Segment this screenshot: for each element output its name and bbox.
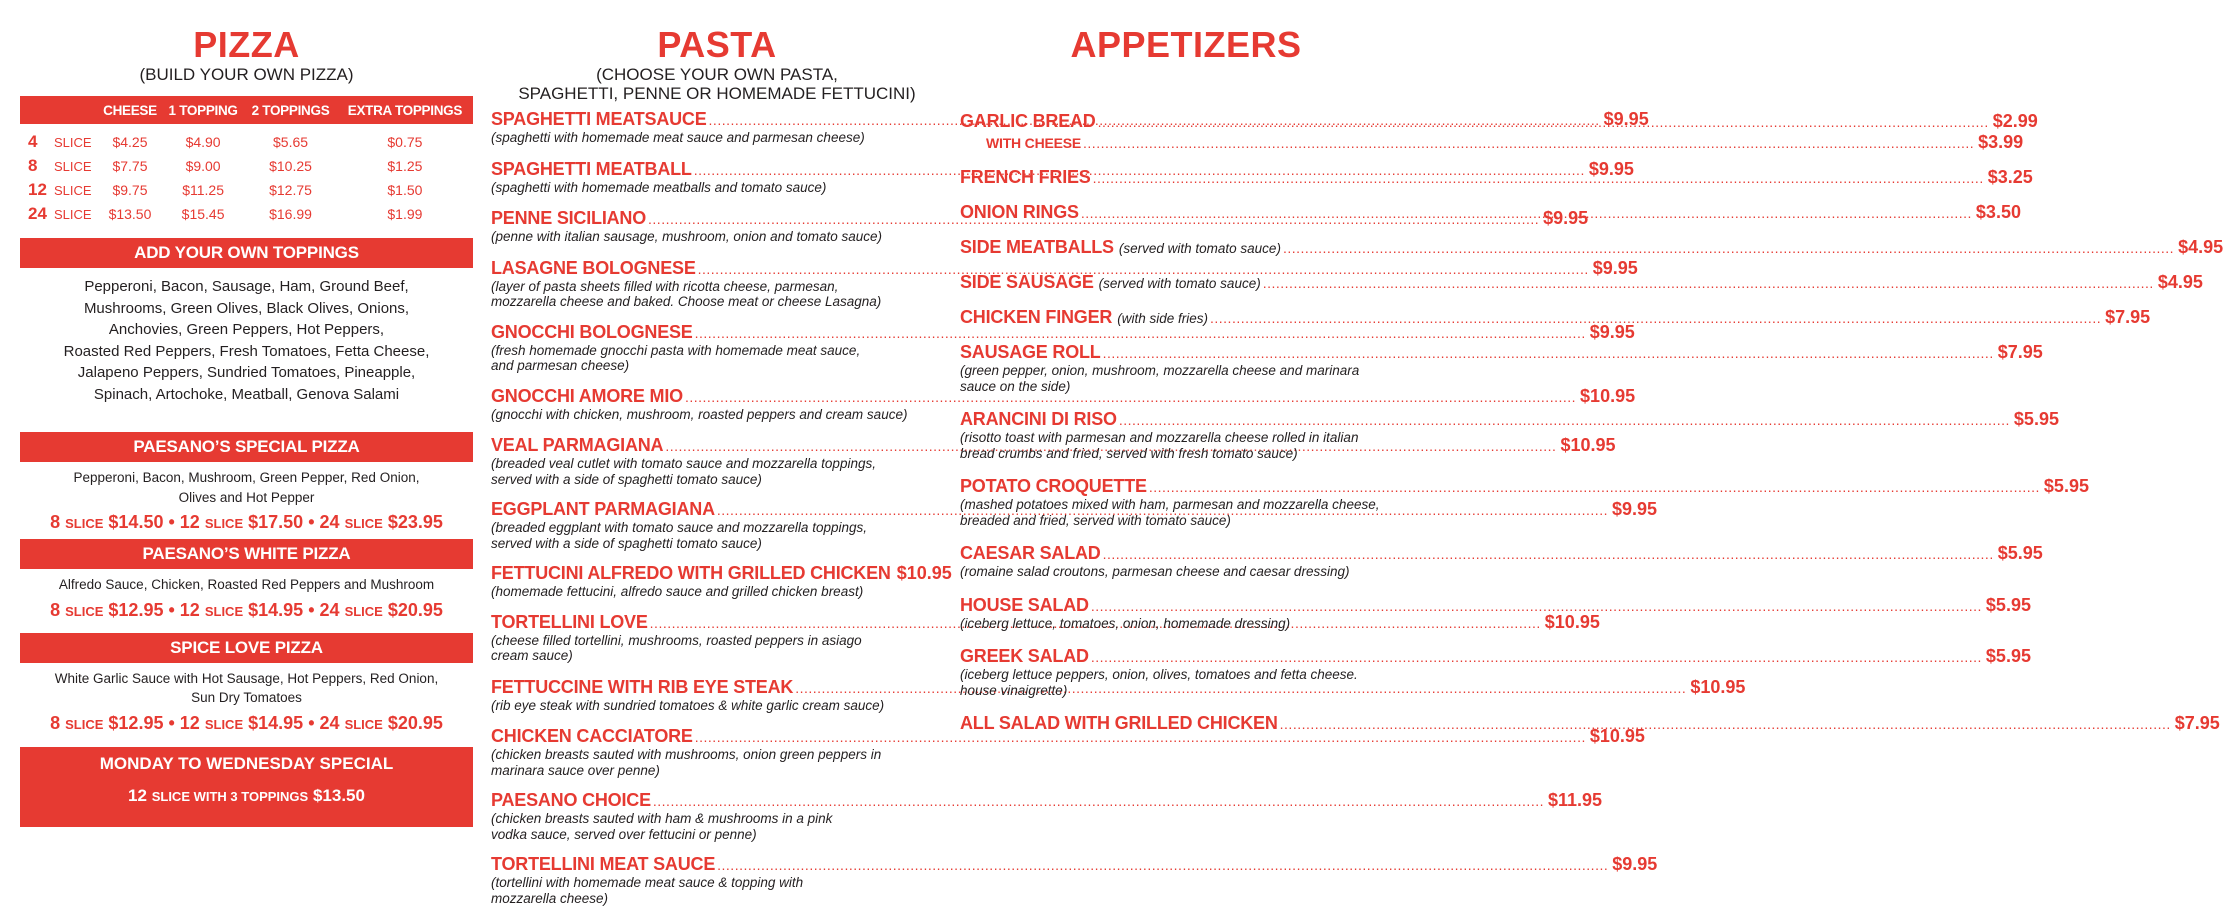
price-cell: $4.90 bbox=[162, 124, 244, 154]
menu-item bbox=[491, 726, 943, 778]
menu-item-line bbox=[960, 202, 1412, 223]
menu-item-price: $5.95 bbox=[1986, 595, 2031, 616]
menu-item bbox=[491, 386, 943, 423]
size-unit: SLICE bbox=[345, 717, 383, 732]
menu-item bbox=[960, 237, 1412, 258]
menu-item bbox=[491, 499, 943, 551]
pasta-subtitle-1: (CHOOSE YOUR OWN PASTA, bbox=[491, 65, 943, 84]
size-number: 12 bbox=[180, 600, 200, 620]
toppings-line: Pepperoni, Bacon, Sausage, Ham, Ground Beef, bbox=[50, 276, 443, 298]
dot-leader bbox=[1098, 114, 1989, 130]
toppings-line: Jalapeno Peppers, Sundried Tomatoes, Pineapple, bbox=[50, 362, 443, 384]
size-unit: SLICE bbox=[65, 604, 103, 619]
menu-item-line bbox=[491, 499, 943, 520]
menu-item-name: TORTELLINI MEAT SAUCE bbox=[491, 854, 715, 875]
menu-item-line bbox=[491, 790, 943, 811]
menu-item-name: GARLIC BREAD bbox=[960, 111, 1096, 132]
menu-item-line bbox=[960, 167, 1412, 188]
menu-item-price: $10.95 bbox=[1560, 435, 1615, 456]
dot-leader bbox=[653, 793, 1544, 809]
menu-item-name: FETTUCCINE WITH RIB EYE STEAK bbox=[491, 677, 793, 698]
price-cell: $1.50 bbox=[337, 178, 473, 202]
menu-item bbox=[960, 595, 1412, 632]
menu-item-line bbox=[491, 386, 943, 407]
menu-item-line bbox=[960, 111, 1412, 132]
menu-item bbox=[491, 435, 943, 487]
price-cell: $1.99 bbox=[337, 202, 473, 226]
menu-item-line bbox=[491, 612, 943, 633]
menu-item-line bbox=[491, 726, 943, 747]
price: $14.95 bbox=[248, 600, 303, 620]
menu-item bbox=[960, 307, 1412, 328]
menu-item-name: SPAGHETTI MEATBALL bbox=[491, 159, 692, 180]
price: $20.95 bbox=[388, 600, 443, 620]
menu-item-name: PENNE SICILIANO bbox=[491, 208, 646, 229]
menu-item-name: POTATO CROQUETTE bbox=[960, 476, 1147, 497]
menu-item-price: $10.95 bbox=[897, 563, 952, 584]
menu-item-price: $5.95 bbox=[1986, 646, 2031, 667]
menu-item-line bbox=[491, 208, 943, 229]
dot-leader bbox=[717, 857, 1608, 873]
size-unit: SLICE bbox=[54, 207, 92, 222]
pasta-subtitle-2: SPAGHETTI, PENNE OR HOMEMADE FETTUCINI) bbox=[491, 84, 943, 103]
size-number: 24 bbox=[320, 713, 340, 733]
menu-item-price: $7.95 bbox=[2105, 307, 2150, 328]
menu-item-description: served with a side of spaghetti tomato sauce) bbox=[491, 472, 943, 488]
price-cell: $0.75 bbox=[337, 124, 473, 154]
menu-item-price: $9.95 bbox=[1604, 109, 1649, 130]
menu-item-line bbox=[491, 322, 943, 343]
menu-item-name: ARANCINI DI RISO bbox=[960, 409, 1117, 430]
monday-special-box bbox=[20, 747, 473, 827]
size-unit: SLICE bbox=[205, 604, 243, 619]
pizza-title: PIZZA bbox=[20, 25, 473, 65]
dot-leader bbox=[1103, 345, 1994, 361]
table-row bbox=[20, 124, 473, 154]
toppings-line: Mushrooms, Green Olives, Black Olives, Onions, bbox=[50, 298, 443, 320]
size-number: 4 bbox=[28, 132, 54, 152]
menu-item-price: $4.95 bbox=[2158, 272, 2203, 293]
menu-item-line bbox=[491, 258, 943, 279]
dot-leader bbox=[1091, 649, 1982, 665]
menu-item-line bbox=[960, 476, 1412, 497]
size-number: 12 bbox=[180, 713, 200, 733]
menu-item-description: (gnocchi with chicken, mushroom, roasted peppers and cream sauce) bbox=[491, 407, 943, 423]
size-number: 12 bbox=[28, 180, 54, 200]
description-line: White Garlic Sauce with Hot Sausage, Hot Peppers, Red Onion, bbox=[50, 669, 443, 689]
menu-item bbox=[960, 476, 1412, 528]
menu-item-description: (green pepper, onion, mushroom, mozzarella cheese and marinara bbox=[960, 363, 1412, 379]
size-number: 8 bbox=[50, 713, 60, 733]
menu-item-name: CAESAR SALAD bbox=[960, 543, 1101, 564]
special-pizza-header: PAESANO’S SPECIAL PIZZA bbox=[20, 432, 473, 462]
menu-item-description: served with a side of spaghetti tomato sauce) bbox=[491, 536, 943, 552]
menu-item-price: $5.95 bbox=[1998, 543, 2043, 564]
menu-item-description: (chicken breasts sauted with mushrooms, onion green peppers in bbox=[491, 747, 943, 763]
menu-item-line bbox=[960, 713, 1412, 734]
menu-item-description: house vinaigrette) bbox=[960, 683, 1412, 699]
special-pizza-prices: 8 SLICE $12.95 • 12 SLICE $14.95 • 24 SLICE $20.95 bbox=[20, 597, 473, 625]
menu-item-price: $9.95 bbox=[1593, 258, 1638, 279]
special-pizza-description bbox=[20, 663, 473, 708]
menu-item-price: $10.95 bbox=[1545, 612, 1600, 633]
menu-item-description: marinara sauce over penne) bbox=[491, 763, 943, 779]
price-cell: $10.25 bbox=[244, 154, 337, 178]
menu-item-price: $5.95 bbox=[2014, 409, 2059, 430]
menu-item-line bbox=[960, 272, 1412, 293]
price-cell: $12.75 bbox=[244, 178, 337, 202]
menu-item-line bbox=[491, 435, 943, 456]
menu-item bbox=[960, 646, 1412, 698]
menu-item-description: (romaine salad croutons, parmesan cheese and caesar dressing) bbox=[960, 564, 1412, 580]
menu-item-description: mozzarella cheese and baked. Choose meat or cheese Lasagna) bbox=[491, 294, 943, 310]
price-cell: $16.99 bbox=[244, 202, 337, 226]
col-header-2-toppings: 2 TOPPINGS bbox=[244, 96, 337, 124]
menu-item-name: SPAGHETTI MEATSAUCE bbox=[491, 109, 707, 130]
menu-item-name: ALL SALAD WITH GRILLED CHICKEN bbox=[960, 713, 1278, 734]
menu-item-line bbox=[960, 237, 1412, 258]
menu-item-description: (layer of pasta sheets filled with ricotta cheese, parmesan, bbox=[491, 279, 943, 295]
pasta-column bbox=[491, 0, 943, 906]
menu-item bbox=[960, 167, 1412, 188]
dot-leader bbox=[1119, 412, 2010, 428]
pizza-subtitle: (BUILD YOUR OWN PIZZA) bbox=[20, 65, 473, 84]
menu-item-name: HOUSE SALAD bbox=[960, 595, 1089, 616]
menu-item-note: (served with tomato sauce) bbox=[1099, 276, 1261, 291]
menu-item-description: (cheese filled tortellini, mushrooms, roasted peppers in asiago bbox=[491, 633, 943, 649]
menu-item-price: $7.95 bbox=[2175, 713, 2220, 734]
monday-special-title: MONDAY TO WEDNESDAY SPECIAL bbox=[20, 753, 473, 775]
size-cell bbox=[20, 178, 98, 202]
price: $23.95 bbox=[388, 512, 443, 532]
menu-item-name: CHICKEN CACCIATORE bbox=[491, 726, 693, 747]
price-cell: $9.75 bbox=[98, 178, 162, 202]
menu-item-description: (tortellini with homemade meat sauce & topping with bbox=[491, 875, 943, 891]
table-row bbox=[20, 202, 473, 226]
dot-leader bbox=[1083, 135, 1974, 151]
size-cell bbox=[20, 154, 98, 178]
appetizers-title: APPETIZERS bbox=[960, 25, 1412, 65]
menu-item bbox=[491, 258, 943, 310]
price-cell: $11.25 bbox=[162, 178, 244, 202]
price-cell: $9.00 bbox=[162, 154, 244, 178]
size-unit: SLICE bbox=[54, 159, 92, 174]
menu-item-name: GNOCCHI AMORE MIO bbox=[491, 386, 683, 407]
description-line: Olives and Hot Pepper bbox=[50, 488, 443, 508]
menu-item-name: GREEK SALAD bbox=[960, 646, 1089, 667]
dot-leader bbox=[1210, 310, 2101, 326]
price-cell: $4.25 bbox=[98, 124, 162, 154]
menu-item-line bbox=[960, 595, 1412, 616]
size-number: 8 bbox=[28, 156, 54, 176]
menu-item-name: VEAL PARMAGIANA bbox=[491, 435, 663, 456]
size-number: 12 bbox=[180, 512, 200, 532]
col-header-1-topping: 1 TOPPING bbox=[162, 96, 244, 124]
menu-item-name: LASAGNE BOLOGNESE bbox=[491, 258, 696, 279]
menu-item-name: ONION RINGS bbox=[960, 202, 1079, 223]
price: $17.50 bbox=[248, 512, 303, 532]
menu-item-price: $9.95 bbox=[1590, 322, 1635, 343]
menu-item-line bbox=[491, 109, 943, 130]
pizza-price-table bbox=[20, 96, 473, 226]
menu-item-price: $9.95 bbox=[1612, 499, 1657, 520]
menu-item-description: (risotto toast with parmesan and mozzarella cheese rolled in italian bbox=[960, 430, 1412, 446]
menu-item-line bbox=[960, 132, 1412, 153]
pasta-items bbox=[491, 109, 943, 906]
menu-item-description: breaded and fried, served with tomato sauce) bbox=[960, 513, 1412, 529]
dot-leader bbox=[1283, 240, 2174, 256]
special-pizza-prices: 8 SLICE $12.95 • 12 SLICE $14.95 • 24 SLICE $20.95 bbox=[20, 710, 473, 738]
size-unit: SLICE bbox=[205, 516, 243, 531]
menu-item-description: (fresh homemade gnocchi pasta with homemade meat sauce, bbox=[491, 343, 943, 359]
menu-item-name: CHICKEN FINGER bbox=[960, 307, 1112, 328]
size-cell bbox=[20, 202, 98, 226]
menu-item bbox=[960, 111, 1412, 132]
description-line: Alfredo Sauce, Chicken, Roasted Red Peppers and Mushroom bbox=[50, 575, 443, 595]
monday-special-size: 12 bbox=[128, 786, 147, 805]
dot-leader bbox=[1093, 170, 1984, 186]
size-unit: SLICE bbox=[54, 135, 92, 150]
col-header-size bbox=[20, 96, 98, 124]
size-number: 24 bbox=[28, 204, 54, 224]
menu-item-price: $4.95 bbox=[2178, 237, 2223, 258]
menu-item bbox=[960, 713, 1412, 734]
price: $12.95 bbox=[108, 713, 163, 733]
menu-item-price: $10.95 bbox=[1590, 726, 1645, 747]
menu-item-name: WITH CHEESE bbox=[986, 135, 1081, 151]
menu-item-description: sauce on the side) bbox=[960, 379, 1412, 395]
menu-item-name: EGGPLANT PARMAGIANA bbox=[491, 499, 715, 520]
price: $12.95 bbox=[108, 600, 163, 620]
price: $14.50 bbox=[108, 512, 163, 532]
menu-item-line bbox=[960, 342, 1412, 363]
col-header-cheese: CHEESE bbox=[98, 96, 162, 124]
menu-item bbox=[491, 854, 943, 906]
menu-item-price: $3.50 bbox=[1976, 202, 2021, 223]
size-number: 24 bbox=[320, 600, 340, 620]
toppings-line: Spinach, Artochoke, Meatball, Genova Salami bbox=[50, 384, 443, 406]
menu-item bbox=[491, 208, 943, 245]
dot-leader bbox=[1280, 716, 2171, 732]
size-number: 8 bbox=[50, 512, 60, 532]
menu-item-price: $9.95 bbox=[1589, 159, 1634, 180]
size-unit: SLICE bbox=[345, 516, 383, 531]
size-unit: SLICE bbox=[205, 717, 243, 732]
pasta-title: PASTA bbox=[491, 25, 943, 65]
price: $20.95 bbox=[388, 713, 443, 733]
menu-item-name: SIDE SAUSAGE bbox=[960, 272, 1094, 293]
menu-item-note: (served with tomato sauce) bbox=[1119, 241, 1281, 256]
description-line: Pepperoni, Bacon, Mushroom, Green Pepper, Red Onion, bbox=[50, 468, 443, 488]
dot-leader bbox=[1103, 546, 1994, 562]
size-cell bbox=[20, 124, 98, 154]
menu-item bbox=[491, 677, 943, 714]
table-row bbox=[20, 154, 473, 178]
menu-item-price: $10.95 bbox=[1580, 386, 1635, 407]
col-header-extra-toppings: EXTRA TOPPINGS bbox=[337, 96, 473, 124]
size-unit: SLICE bbox=[65, 516, 103, 531]
appetizer-items bbox=[960, 111, 1412, 734]
dot-leader bbox=[1091, 598, 1982, 614]
menu-item-name: PAESANO CHOICE bbox=[491, 790, 651, 811]
menu-item-price: $3.25 bbox=[1988, 167, 2033, 188]
menu-item-price: $5.95 bbox=[2044, 476, 2089, 497]
menu-item bbox=[491, 790, 943, 842]
price-cell: $1.25 bbox=[337, 154, 473, 178]
toppings-line: Roasted Red Peppers, Fresh Tomatoes, Fetta Cheese, bbox=[50, 341, 443, 363]
menu-item bbox=[960, 409, 1412, 461]
menu-item-line bbox=[491, 159, 943, 180]
menu-item bbox=[491, 159, 943, 196]
menu-item bbox=[960, 342, 1412, 394]
size-unit: SLICE bbox=[54, 183, 92, 198]
menu-item-description: and parmesan cheese) bbox=[491, 358, 943, 374]
menu-item-description: (spaghetti with homemade meat sauce and parmesan cheese) bbox=[491, 130, 943, 146]
price: $14.95 bbox=[248, 713, 303, 733]
menu-item-name: TORTELLINI LOVE bbox=[491, 612, 648, 633]
menu-item-description: cream sauce) bbox=[491, 648, 943, 664]
menu-item-name: SIDE MEATBALLS bbox=[960, 237, 1114, 258]
menu-item-description: mozzarella cheese) bbox=[491, 891, 943, 906]
menu-item bbox=[491, 612, 943, 664]
price-cell: $7.75 bbox=[98, 154, 162, 178]
description-line: Sun Dry Tomatoes bbox=[50, 688, 443, 708]
menu-item bbox=[491, 109, 943, 146]
dot-leader bbox=[1263, 275, 2154, 291]
toppings-list bbox=[20, 268, 473, 405]
menu-item-description: (spaghetti with homemade meatballs and tomato sauce) bbox=[491, 180, 943, 196]
menu-item-name: SAUSAGE ROLL bbox=[960, 342, 1101, 363]
menu-item-line bbox=[491, 854, 943, 875]
price-cell: $5.65 bbox=[244, 124, 337, 154]
menu-item-price: $10.95 bbox=[1690, 677, 1745, 698]
menu-item-description: (penne with italian sausage, mushroom, onion and tomato sauce) bbox=[491, 229, 943, 245]
special-pizza-description bbox=[20, 569, 473, 595]
menu-item-price: $7.95 bbox=[1998, 342, 2043, 363]
menu-item-note: (with side fries) bbox=[1117, 311, 1208, 326]
price-cell: $15.45 bbox=[162, 202, 244, 226]
menu-item-line bbox=[960, 543, 1412, 564]
monday-special-unit: SLICE WITH 3 TOPPINGS bbox=[152, 789, 309, 804]
menu-item bbox=[960, 132, 1412, 153]
menu-item-line bbox=[960, 307, 1412, 328]
menu-item bbox=[960, 202, 1412, 223]
toppings-line: Anchovies, Green Peppers, Hot Peppers, bbox=[50, 319, 443, 341]
special-pizza-prices: 8 SLICE $14.50 • 12 SLICE $17.50 • 24 SLICE $23.95 bbox=[20, 509, 473, 537]
size-number: 24 bbox=[320, 512, 340, 532]
special-pizza-header: PAESANO’S WHITE PIZZA bbox=[20, 539, 473, 569]
toppings-header: ADD YOUR OWN TOPPINGS bbox=[20, 238, 473, 268]
menu-item-description: vodka sauce, served over fettucini or penne) bbox=[491, 827, 943, 843]
menu-item-price: $9.95 bbox=[1543, 208, 1588, 229]
menu-item-description: (rib eye steak with sundried tomatoes & white garlic cream sauce) bbox=[491, 698, 943, 714]
menu-item-price: $11.95 bbox=[1548, 790, 1602, 811]
size-number: 8 bbox=[50, 600, 60, 620]
menu-item-description: (iceberg lettuce, tomatoes, onion, homemade dressing) bbox=[960, 616, 1412, 632]
menu-item-name: FRENCH FRIES bbox=[960, 167, 1091, 188]
dot-leader bbox=[1149, 479, 2040, 495]
menu-item-name: GNOCCHI BOLOGNESE bbox=[491, 322, 693, 343]
table-row bbox=[20, 178, 473, 202]
price-cell: $13.50 bbox=[98, 202, 162, 226]
menu-item-description: (mashed potatoes mixed with ham, parmesan and mozzarella cheese, bbox=[960, 497, 1412, 513]
appetizers-column bbox=[960, 0, 1412, 734]
menu-item-price: $3.99 bbox=[1978, 132, 2023, 153]
monday-special-offer bbox=[20, 785, 473, 808]
dot-leader bbox=[1081, 205, 1972, 221]
menu-item-name: FETTUCINI ALFREDO WITH GRILLED CHICKEN bbox=[491, 563, 891, 584]
menu-item-description: (chicken breasts sauted with ham & mushrooms in a pink bbox=[491, 811, 943, 827]
menu-item-line bbox=[960, 409, 1412, 430]
size-unit: SLICE bbox=[345, 604, 383, 619]
monday-special-price: $13.50 bbox=[313, 786, 365, 805]
menu-item-description: (breaded veal cutlet with tomato sauce and mozzarella toppings, bbox=[491, 456, 943, 472]
menu-item bbox=[960, 272, 1412, 293]
menu-item-price: $9.95 bbox=[1612, 854, 1657, 875]
pizza-column bbox=[20, 0, 473, 827]
menu-item-price: $2.99 bbox=[1993, 111, 2038, 132]
menu-item-description: (breaded eggplant with tomato sauce and mozzarella toppings, bbox=[491, 520, 943, 536]
menu-item-line bbox=[491, 677, 943, 698]
size-unit: SLICE bbox=[65, 717, 103, 732]
menu-item-line bbox=[960, 646, 1412, 667]
menu-item bbox=[491, 563, 943, 600]
menu-item-line bbox=[491, 563, 943, 584]
special-pizza-description bbox=[20, 462, 473, 507]
menu-item-description: bread crumbs and fried, served with fresh tomato sauce) bbox=[960, 446, 1412, 462]
menu-item-description: (iceberg lettuce peppers, onion, olives, tomatoes and fetta cheese. bbox=[960, 667, 1412, 683]
special-pizza-header: SPICE LOVE PIZZA bbox=[20, 633, 473, 663]
menu-item bbox=[960, 543, 1412, 580]
menu-item bbox=[491, 322, 943, 374]
menu-item-description: (homemade fettucini, alfredo sauce and grilled chicken breast) bbox=[491, 584, 943, 600]
